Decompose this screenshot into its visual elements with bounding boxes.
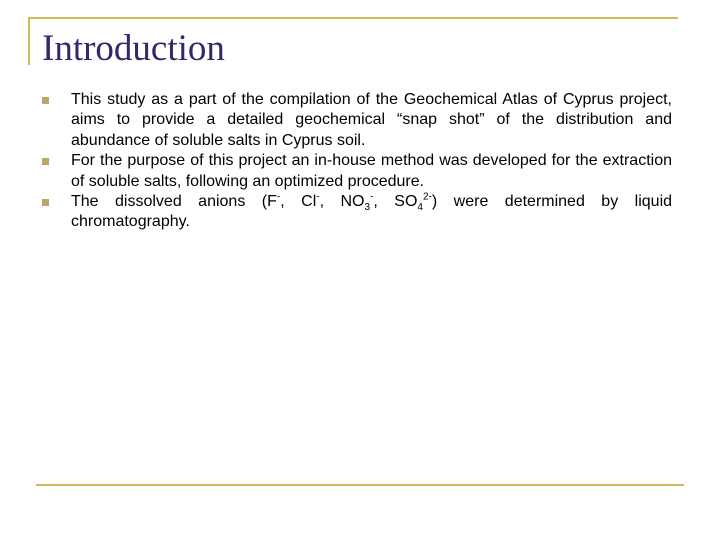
bullet-item bbox=[42, 192, 672, 233]
nitrate-charge: - bbox=[370, 191, 374, 203]
chloride-symbol: , Cl bbox=[280, 193, 317, 211]
sulfate-charge: 2- bbox=[422, 191, 432, 203]
bullet-text: For the purpose of this project an in-house method was developed for the extraction of soluble salts, following an optimized procedure. bbox=[71, 152, 672, 190]
sulfate-subscript: 4 bbox=[417, 202, 423, 214]
anions-tail: ) were determined by liquid chromatography. bbox=[71, 193, 673, 231]
sulfate-symbol: , SO bbox=[373, 193, 418, 211]
square-bullet-icon bbox=[42, 199, 49, 206]
left-accent-rule bbox=[28, 17, 30, 65]
slide-title: Introduction bbox=[42, 28, 225, 69]
chloride-charge: - bbox=[316, 191, 320, 203]
square-bullet-icon bbox=[42, 158, 49, 165]
bullet-item bbox=[42, 151, 672, 192]
anions-lead: The dissolved anions (F bbox=[71, 193, 277, 211]
nitrate-symbol: , NO bbox=[319, 193, 365, 211]
bullet-item bbox=[42, 90, 672, 151]
top-accent-rule bbox=[28, 17, 678, 19]
nitrate-subscript: 3 bbox=[364, 202, 371, 214]
bottom-accent-rule bbox=[36, 484, 684, 486]
square-bullet-icon bbox=[42, 97, 49, 104]
bullet-text-anions bbox=[71, 193, 672, 230]
fluoride-charge: - bbox=[276, 191, 281, 203]
bullet-text: This study as a part of the compilation of the Geochemical Atlas of Cyprus project, aims to provide a detailed geochemical “snap shot” of the distribution and abundance of soluble salts in Cyprus soil. bbox=[71, 91, 672, 149]
bullet-list bbox=[42, 90, 672, 233]
